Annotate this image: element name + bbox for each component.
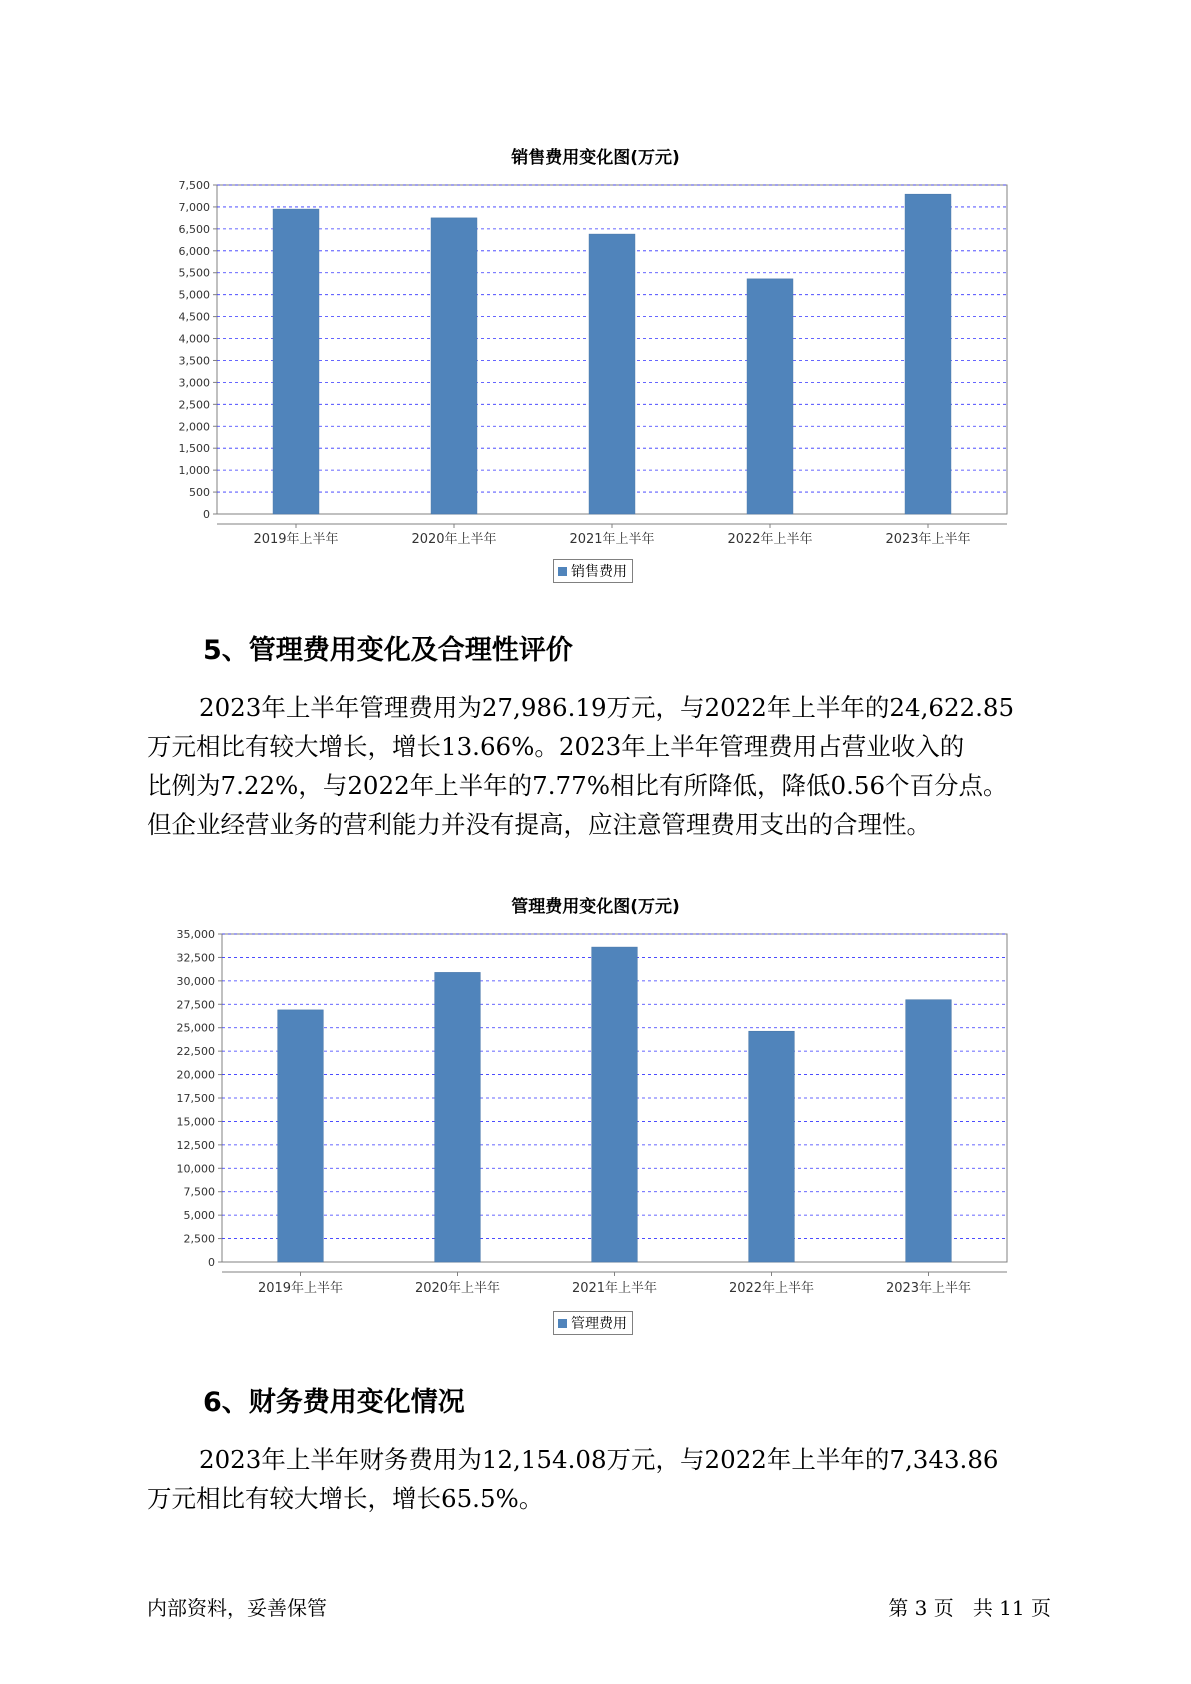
x-tick-label: 2022年上半年 bbox=[727, 532, 813, 547]
x-tick-label: 2019年上半年 bbox=[253, 532, 339, 547]
y-tick-label: 6,000 bbox=[178, 244, 210, 258]
x-tick-label: 2023年上半年 bbox=[885, 532, 971, 547]
y-tick-label: 2,000 bbox=[178, 420, 210, 434]
paragraph-line: 比例为7.22%，与2022年上半年的7.77%相比有所降低，降低0.56个百分点。 bbox=[147, 771, 1008, 800]
y-tick-label: 6,500 bbox=[178, 222, 210, 236]
y-tick-label: 500 bbox=[189, 486, 210, 500]
y-tick-label: 5,500 bbox=[178, 266, 210, 280]
section5-heading: 5、管理费用变化及合理性评价 bbox=[203, 635, 573, 666]
y-tick-label: 2,500 bbox=[183, 1232, 215, 1246]
paragraph-line: 万元相比有较大增长，增长65.5%。 bbox=[147, 1484, 544, 1513]
bar bbox=[278, 1010, 324, 1262]
y-tick-label: 17,500 bbox=[176, 1092, 215, 1105]
chart2-title: 管理费用变化图(万元) bbox=[511, 897, 680, 917]
legend-swatch bbox=[558, 1319, 567, 1328]
y-tick-label: 27,500 bbox=[176, 998, 215, 1012]
chart1-title: 销售费用变化图(万元) bbox=[511, 148, 680, 168]
bar bbox=[749, 1031, 795, 1262]
y-tick-label: 2,500 bbox=[178, 398, 210, 412]
legend-label: 销售费用 bbox=[571, 564, 627, 580]
section6-paragraph bbox=[147, 1440, 1077, 1518]
section6-heading: 6、财务费用变化情况 bbox=[203, 1387, 465, 1418]
y-tick-label: 0 bbox=[203, 508, 210, 521]
y-tick-label: 4,500 bbox=[178, 310, 210, 324]
bar bbox=[906, 1000, 952, 1262]
x-tick-label: 2020年上半年 bbox=[414, 1281, 501, 1296]
y-tick-label: 5,000 bbox=[178, 288, 210, 302]
bar bbox=[592, 947, 638, 1262]
y-tick-label: 30,000 bbox=[176, 974, 215, 988]
y-tick-label: 35,000 bbox=[176, 928, 215, 941]
y-tick-label: 7,500 bbox=[183, 1185, 215, 1199]
y-tick-label: 0 bbox=[208, 1256, 215, 1269]
y-tick-label: 4,000 bbox=[178, 332, 210, 346]
y-tick-label: 10,000 bbox=[176, 1162, 215, 1176]
footer-confidential: 内部资料，妥善保管 bbox=[147, 1596, 327, 1620]
y-tick-label: 1,000 bbox=[178, 464, 210, 478]
paragraph-line: 2023年上半年管理费用为27,986.19万元，与2022年上半年的24,622.85 bbox=[199, 693, 1015, 722]
y-tick-label: 25,000 bbox=[176, 1021, 215, 1035]
paragraph-line: 万元相比有较大增长，增长13.66%。2023年上半年管理费用占营业收入的 bbox=[147, 732, 965, 761]
paragraph-line: 2023年上半年财务费用为12,154.08万元，与2022年上半年的7,343.86 bbox=[199, 1445, 999, 1474]
chart2-legend bbox=[553, 1311, 633, 1335]
x-tick-label: 2021年上半年 bbox=[569, 532, 655, 547]
x-tick-label: 2019年上半年 bbox=[257, 1281, 344, 1296]
x-tick-label: 2022年上半年 bbox=[728, 1281, 815, 1296]
paragraph-line: 但企业经营业务的营利能力并没有提高，应注意管理费用支出的合理性。 bbox=[147, 810, 931, 839]
legend-label: 管理费用 bbox=[571, 1316, 627, 1332]
footer-page-number: 第 3 页 共 11 页 bbox=[888, 1596, 1051, 1620]
y-tick-label: 1,500 bbox=[178, 442, 210, 456]
y-tick-label: 3,500 bbox=[178, 354, 210, 368]
y-tick-label: 3,000 bbox=[178, 376, 210, 390]
x-tick-label: 2023年上半年 bbox=[885, 1281, 972, 1296]
y-tick-label: 32,500 bbox=[176, 951, 215, 965]
x-tick-label: 2021年上半年 bbox=[571, 1281, 658, 1296]
y-tick-label: 7,500 bbox=[178, 179, 210, 192]
y-tick-label: 12,500 bbox=[176, 1138, 215, 1152]
bar bbox=[435, 972, 481, 1262]
x-tick-label: 2020年上半年 bbox=[411, 532, 497, 547]
y-tick-label: 22,500 bbox=[176, 1045, 215, 1059]
y-tick-label: 5,000 bbox=[183, 1209, 215, 1223]
y-tick-label: 7,000 bbox=[178, 200, 210, 214]
y-tick-label: 15,000 bbox=[176, 1115, 215, 1129]
y-tick-label: 20,000 bbox=[176, 1068, 215, 1082]
